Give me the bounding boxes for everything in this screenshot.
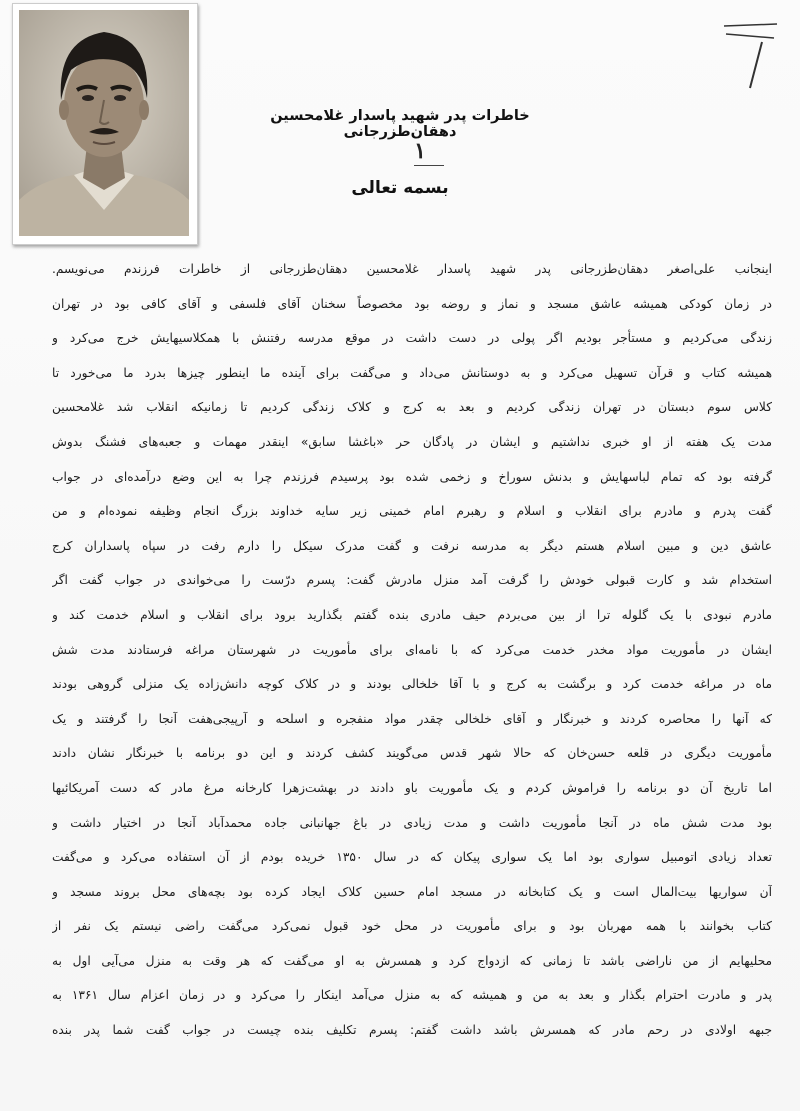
body-line: اما تاریخ آن دو برنامه را فراموش کردم و یک مأموریت باو دادند در بهشت‌زهرا کارخانه مرغ مادر که دست آمریکائیها	[52, 780, 772, 795]
portrait-photo-drawing	[19, 10, 189, 236]
body-line: تعداد زیادی اتومبیل سواری بود اما یک سواری پیکان که در سال ۱۳۵۰ خریده بودم از آن استفاده می‌کرد و می‌گفت	[52, 850, 772, 865]
body-line: استخدام شد و کارت قبولی خودش را گرفت آمد منزل مادرش گفت: پسرم درّست را می‌خواندی در جواب گفت اگر	[52, 573, 772, 588]
body-line: بود مدت شش ماه در آنجا مأموریت داشت و مدت زیادی در باغ جهانبانی جاده محمدآباد آنجا در اختیار داشت و	[52, 815, 772, 830]
body-line: مدت یک هفته از او خبری نداشتیم و ایشان در پادگان حر «باغشا سابق» اینقدر مهمات و جعبه‌های فشنگ بدوش	[52, 434, 772, 449]
body-line: جبهه اولادی در رحم مادر که همسرش باشد داشت گفتم: پسرم تکلیف بنده چیست در جواب گفت شما پدر بنده	[52, 1023, 772, 1038]
portrait-photo-frame	[12, 3, 198, 245]
body-line: محلیهایم از من ناراضی باشد تا زمانی که ازدواج کرد و همسرش به او می‌گفت که هر وقت به منزل می‌آیی اول به	[52, 953, 772, 968]
memoir-body	[52, 252, 772, 1048]
body-line: مأموریت دیگری در قلعه حسن‌خان که حالا شهر قدس می‌گویند کشف کردند و این دو برنامه با خبرنگار نشان دادند	[52, 746, 772, 761]
document-title: خاطرات پدر شهید پاسدار غلامحسین دهقان‌طزرجانی	[270, 108, 530, 140]
body-line: آن سواریها بیت‌المال است و یک کتابخانه در مسجد امام حسین کلاک ایجاد کرده بود بچه‌های محل بروند مسجد و	[52, 884, 772, 899]
body-line: همیشه کتاب و قرآن تسهیل می‌کرد و به دوستانش می‌داد و می‌گفت برای آینده ما اینطور چیزها بدرد ما می‌خورد تا	[52, 365, 772, 380]
page-number: ۱	[414, 138, 426, 164]
body-line: کلاس سوم دبستان در تهران زندگی کردیم و بعد به کرج و کلاک زندگی کردیم تا زمانیکه انقلاب شد غلامحسین	[52, 400, 772, 415]
page-number-underline	[414, 165, 444, 166]
basmala-heading: بسمه تعالی	[351, 178, 449, 198]
body-line: در زمان کودکی همیشه عاشق مسجد و نماز و روضه بود مخصوصاً سخنان آقای فلسفی و آقای کافی بود در تهران	[52, 296, 772, 311]
body-line: پدر و مادرت احترام بگذار و بعد به من و همیشه که به منزل می‌آمد اینکار را می‌کرد و در زمان اعزام سال ۱۳۶۱ به	[52, 988, 772, 1003]
body-line: گفت پدرم و مادرم برای انقلاب و اسلام و رهبرم امام خمینی زیر سایه خداوند بزرگ انجام وظیفه نموده‌ام و من	[52, 504, 772, 519]
pen-mark-icon	[722, 18, 782, 98]
body-line: کتاب بخوانند با همه مهربان بود و برای مأموریت در محل خود قبول نمی‌کرد می‌گفت راضی نیستم یک نفر از	[52, 919, 772, 934]
body-line: گرفته بود که تمام لباسهایش و بدنش سوراخ و زخمی شده بود پرسیدم فرزندم چرا به این وضع درآمده‌ای در جواب	[52, 469, 772, 484]
body-line: که آنها را محاصره کردند و خبرنگار و آقای خلخالی چقدر مواد منفجره و اسلحه و آرپیجی‌هفت آنجا را گرفتند و یک	[52, 711, 772, 726]
body-line: عاشق دین و مبین اسلام هستم دیگر به مدرسه نرفت و گفت مدرک سیکل را دارم رفت در سپاه پاسداران کرج	[52, 538, 772, 553]
portrait-photo-icon	[19, 10, 189, 236]
body-line: زندگی می‌کردیم و مستأجر بودیم اگر پولی در دست داشت در موقع مدرسه رفتنش با همکلاسیهایش خرج می‌کرد و	[52, 331, 772, 346]
body-line: اینجانب علی‌اصغر دهقان‌طزرجانی پدر شهید پاسدار غلامحسین دهقان‌طزرجانی از خاطرات فرزندم می‌نویسم.	[52, 262, 772, 276]
body-line: ایشان در مأموریت مواد مخدر خدمت می‌کرد که با نامه‌ای برای مأموریت در شهرستان مراغه فرستادند مدت شش	[52, 642, 772, 657]
body-line: ماه در مراغه خدمت کرد و برگشت به کرج و با آقا خلخالی بودند و در کلاک کوچه دانش‌زاده یک منزلی گروهی بودند	[52, 677, 772, 692]
body-line: مادرم نبودی با یک گلوله ترا از بین می‌بردم حیف مادری بنده گفتم بگذارید برود برای انقلاب و اسلام خدمت کند و	[52, 607, 772, 622]
